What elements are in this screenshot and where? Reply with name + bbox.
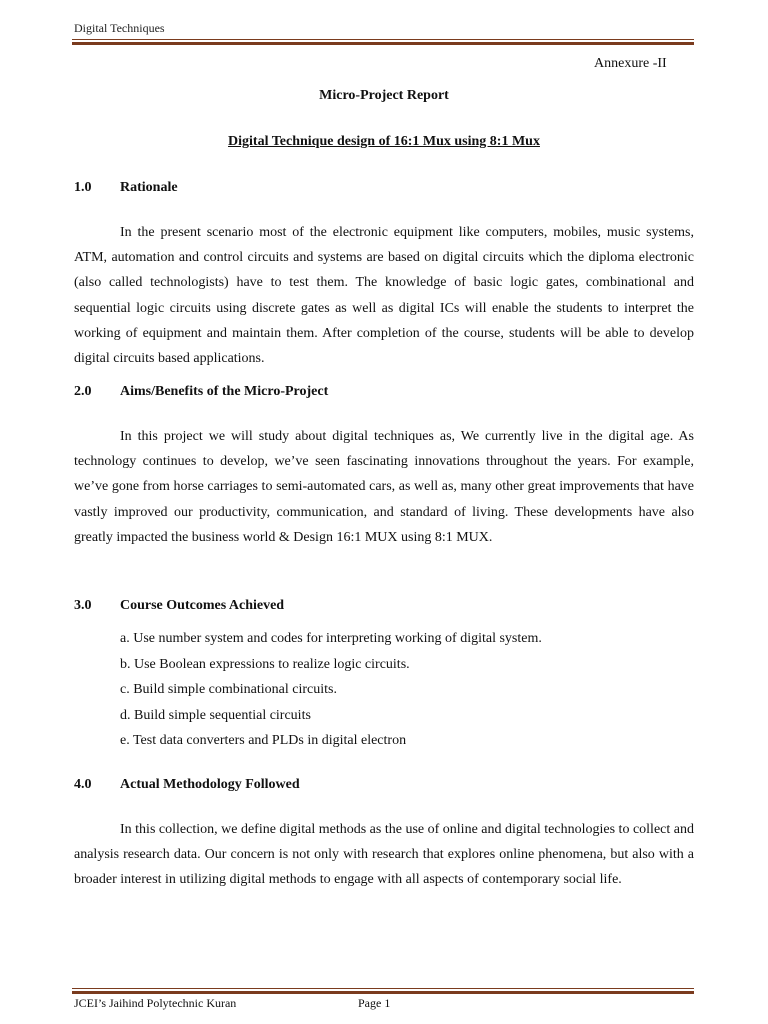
- section-rationale: [74, 180, 694, 371]
- section-heading: [74, 777, 694, 797]
- section-title: Actual Methodology Followed: [120, 777, 300, 792]
- section-paragraph: In this project we will study about digital techniques as, We currently live in the digital age. As technology continues to develop, we’ve seen fascinating innovations throughout the years. For example, we’ve gone from horse carriages to semi-automated cars, as well as, many other great improvements that have vastly improved our productivity, communication, and standard of living. These developments have also greatly impacted the business world & Design 16:1 MUX using 8:1 MUX.: [74, 429, 694, 545]
- section-aims: [74, 384, 694, 550]
- header-title: Digital Techniques: [74, 21, 165, 35]
- footer-page-number: Page 1: [358, 996, 391, 1010]
- section-paragraph: In the present scenario most of the electronic equipment like computers, mobiles, music systems, ATM, automation and control circuits and systems are based on digital circuits which the diploma electronic (also called technologists) have to test them. The knowledge of basic logic gates, combinational and sequential logic circuits using discrete gates as well as digital ICs will enable the students to interpret the working of equipment and maintain them. After completion of the course, students will be able to develop digital circuits based applications.: [74, 225, 694, 367]
- section-course-outcomes: [74, 598, 694, 754]
- section-number: 3.0: [74, 598, 92, 613]
- section-title: Aims/Benefits of the Micro-Project: [120, 384, 329, 399]
- footer-rule-thick: [72, 991, 694, 994]
- header-rule-thick: [72, 42, 694, 45]
- annexure-label: Annexure -II: [594, 56, 667, 71]
- footer-institute: JCEI’s Jaihind Polytechnic Kuran: [74, 996, 237, 1010]
- footer-rule-thin: [72, 988, 694, 989]
- list-item: c. Build simple combinational circuits.: [120, 682, 337, 697]
- section-title: Rationale: [120, 180, 178, 195]
- list-item: a. Use number system and codes for interpreting working of digital system.: [120, 631, 542, 646]
- outcomes-list: [74, 626, 694, 754]
- subject-title: Digital Technique design of 16:1 Mux using 8:1 Mux: [228, 134, 540, 149]
- list-item: b. Use Boolean expressions to realize logic circuits.: [120, 656, 410, 672]
- section-number: 2.0: [74, 384, 92, 399]
- section-number: 1.0: [74, 180, 92, 195]
- list-item: e. Test data converters and PLDs in digital electron: [120, 733, 407, 748]
- header-rule-thin: [72, 39, 694, 40]
- section-methodology: [74, 777, 694, 893]
- section-number: 4.0: [74, 777, 92, 792]
- list-item: d. Build simple sequential circuits: [120, 707, 311, 723]
- section-heading: [74, 384, 694, 404]
- section-heading: [74, 598, 694, 618]
- section-paragraph: In this collection, we define digital methods as the use of online and digital technologies to collect and analysis research data. Our concern is not only with research that explores online phenomena, but also with a broader interest in utilizing digital methods to engage with all aspects of contemporary social life.: [74, 822, 694, 888]
- section-heading: [74, 180, 694, 200]
- report-title: Micro-Project Report: [319, 88, 449, 103]
- section-title: Course Outcomes Achieved: [120, 598, 285, 613]
